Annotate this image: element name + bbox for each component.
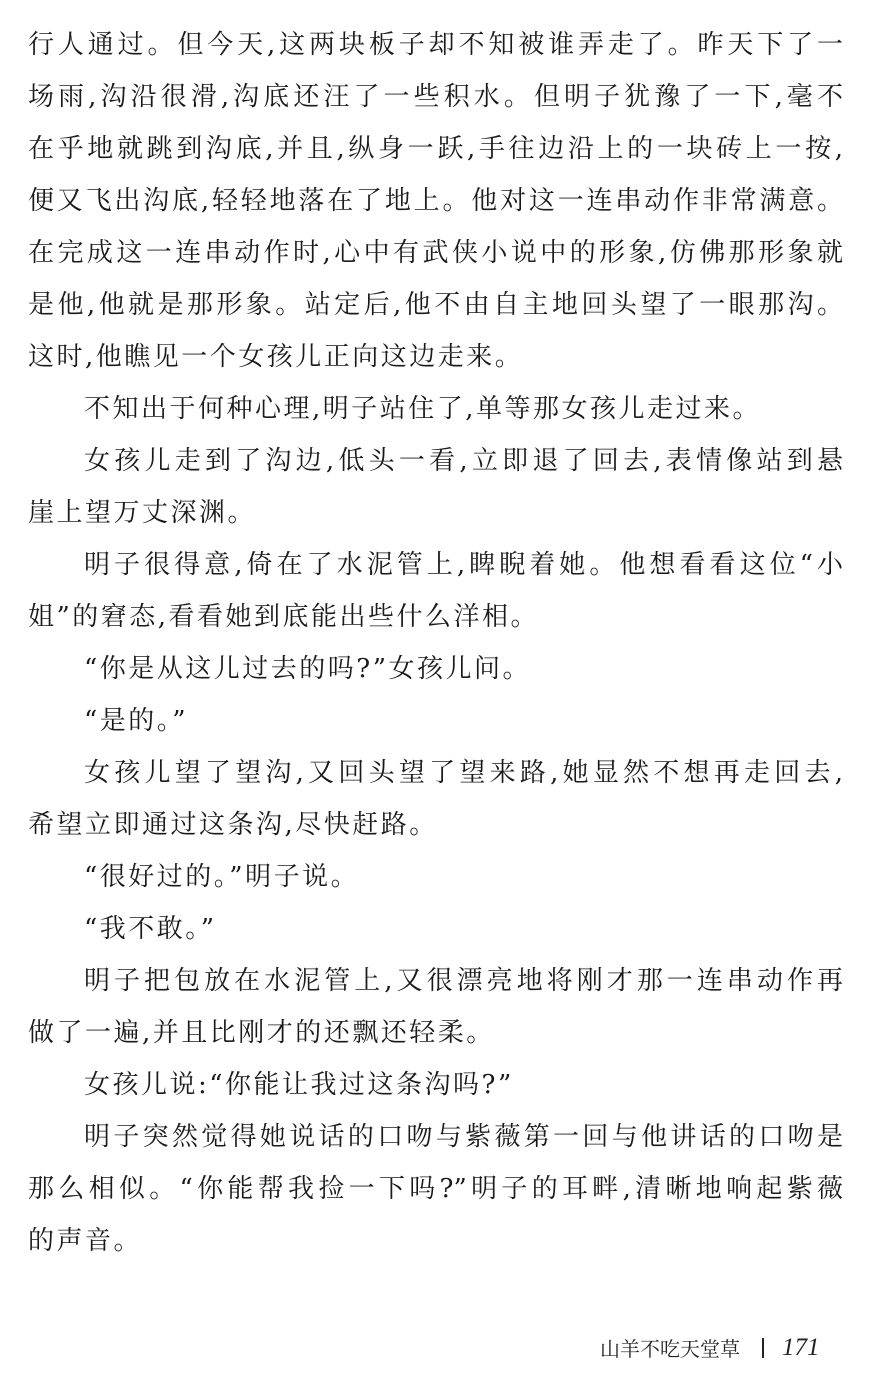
text-line: 那么相似。“你能帮我捡一下吗?”明子的耳畔,清晰地响起紫薇: [28, 1174, 843, 1204]
text-line: “是的。”: [84, 706, 189, 736]
text-line: 的声音。: [28, 1226, 143, 1256]
text-line: 崖上望万丈深渊。: [28, 498, 257, 528]
text-line: 女孩儿望了望沟,又回头望了望来路,她显然不想再走回去,: [84, 758, 843, 788]
text-line: 不知出于何种心理,明子站住了,单等那女孩儿走过来。: [84, 394, 762, 424]
body-text: [28, 19, 843, 1267]
text-line: 希望立即通过这条沟,尽快赶路。: [28, 810, 438, 840]
page-footer: [600, 1333, 820, 1362]
text-line: 女孩儿走到了沟边,低头一看,立即退了回去,表情像站到悬: [84, 446, 843, 476]
text-line: 明子很得意,倚在了水泥管上,睥睨着她。他想看看这位“小: [84, 550, 843, 580]
text-line: 明子突然觉得她说话的口吻与紫薇第一回与他讲话的口吻是: [84, 1122, 843, 1152]
text-line: 在完成这一连串动作时,心中有武侠小说中的形象,仿佛那形象就: [28, 238, 843, 268]
text-line: “我不敢。”: [84, 914, 217, 944]
text-line: 姐”的窘态,看看她到底能出些什么洋相。: [28, 602, 540, 632]
text-line: 做了一遍,并且比刚才的还飘还轻柔。: [28, 1018, 495, 1048]
text-line: “很好过的。”明子说。: [84, 862, 360, 892]
running-title: 山羊不吃天堂草: [600, 1337, 740, 1361]
footer-divider: [762, 1338, 764, 1358]
text-line: 场雨,沟沿很滑,沟底还汪了一些积水。但明子犹豫了一下,毫不: [28, 82, 843, 112]
text-line: 女孩儿说:“你能让我过这条沟吗?”: [84, 1070, 514, 1100]
text-line: “你是从这儿过去的吗?”女孩儿问。: [84, 654, 532, 684]
page-number: 171: [782, 1333, 820, 1361]
text-line: 这时,他瞧见一个女孩儿正向这边走来。: [28, 342, 524, 372]
text-line: 行人通过。但今天,这两块板子却不知被谁弄走了。昨天下了一: [28, 30, 843, 60]
text-line: 是他,他就是那形象。站定后,他不由自主地回头望了一眼那沟。: [28, 290, 843, 320]
text-line: 明子把包放在水泥管上,又很漂亮地将刚才那一连串动作再: [84, 966, 843, 996]
text-line: 便又飞出沟底,轻轻地落在了地上。他对这一连串动作非常满意。: [28, 186, 843, 216]
text-line: 在乎地就跳到沟底,并且,纵身一跃,手往边沿上的一块砖上一按,: [28, 134, 843, 164]
